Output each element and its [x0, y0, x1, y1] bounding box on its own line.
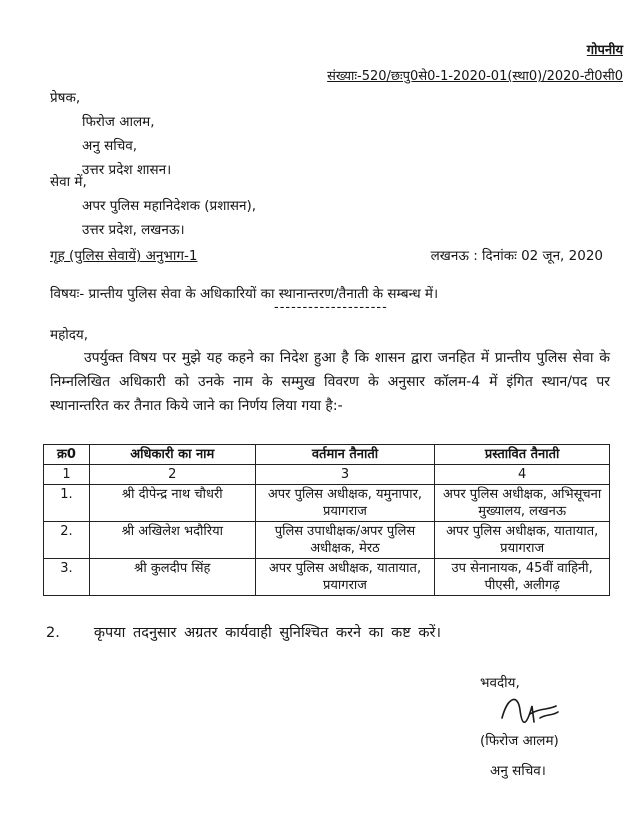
sender-office: उत्तर प्रदेश शासन।: [82, 162, 172, 178]
column-number: 4: [435, 465, 610, 485]
subject-separator: --------------------: [274, 300, 388, 315]
row-current-posting: अपर पुलिस अधीक्षक, यमुनापार, प्रयागराज: [255, 485, 435, 522]
recipient-label: सेवा में,: [50, 174, 87, 190]
table-row: [44, 522, 610, 559]
sender-name: फिरोज आलम,: [82, 114, 155, 130]
paragraph-1-text: उपर्युक्त विषय पर मुझे यह कहने का निदेश हुआ है कि शासन द्वारा जनहित में प्रान्तीय पुलिस सेवा के निम्नलिखित अधिकारी को उनके नाम के सम्मुख विवरण के अनुसार कॉलम-4 में इंगित स्थान/पद पर स्थानान्तरित कर तैनात किये जाने का निर्णय लिया गया है:-: [50, 350, 610, 414]
body-paragraph-1: [50, 346, 610, 418]
recipient-location: उत्तर प्रदेश, लखनऊ।: [82, 222, 185, 238]
table-row: [44, 485, 610, 522]
header-serial: क्र0: [44, 445, 90, 465]
signatory-name: (फिरोज आलम): [480, 733, 559, 749]
row-officer-name: श्री दीपेन्द्र नाथ चौधरी: [89, 485, 255, 522]
subject-line: विषयः- प्रान्तीय पुलिस सेवा के अधिकारियों का स्थानान्तरण/तैनाती के सम्बन्ध में।: [50, 286, 439, 302]
signatory-designation: अनु सचिव।: [490, 763, 546, 779]
valediction: भवदीय,: [480, 675, 520, 691]
column-number: 3: [255, 465, 435, 485]
row-proposed-posting: उप सेनानायक, 45वीं वाहिनी, पीएसी, अलीगढ़: [435, 559, 610, 596]
reference-number: संख्याः-520/छःपु0से0-1-2020-01(स्था0)/2020-टी0सी0: [327, 69, 623, 84]
paragraph-2-text: कृपया तदनुसार अग्रतर कार्यवाही सुनिश्चित करने का कष्ट करें।: [93, 625, 441, 641]
row-serial: 1.: [44, 485, 90, 522]
row-current-posting: अपर पुलिस अधीक्षक, यातायात, प्रयागराज: [255, 559, 435, 596]
row-serial: 3.: [44, 559, 90, 596]
row-officer-name: श्री अखिलेश भदौरिया: [89, 522, 255, 559]
row-officer-name: श्री कुलदीप सिंह: [89, 559, 255, 596]
recipient-designation: अपर पुलिस महानिदेशक (प्रशासन),: [82, 198, 257, 214]
column-number: 1: [44, 465, 90, 485]
letter-date: लखनऊ : दिनांकः 02 जून, 2020: [430, 248, 603, 264]
table-row: [44, 559, 610, 596]
transfer-table: [43, 444, 610, 596]
sender-designation: अनु सचिव,: [82, 138, 138, 154]
classification-label: गोपनीय: [586, 43, 623, 58]
recipient-block: [50, 170, 256, 242]
paragraph-2-number: 2.: [46, 625, 60, 641]
section-name: गृह (पुलिस सेवायें) अनुभाग-1: [50, 248, 198, 264]
sender-label: प्रेषक,: [50, 90, 81, 106]
row-proposed-posting: अपर पुलिस अधीक्षक, यातायात, प्रयागराज: [435, 522, 610, 559]
row-proposed-posting: अपर पुलिस अधीक्षक, अभिसूचना मुख्यालय, लखनऊ: [435, 485, 610, 522]
header-current-posting: वर्तमान तैनाती: [255, 445, 435, 465]
table-header-row: [44, 445, 610, 465]
row-serial: 2.: [44, 522, 90, 559]
column-number: 2: [89, 465, 255, 485]
sender-block: [50, 86, 171, 182]
salutation: महोदय,: [50, 327, 89, 343]
signature-block: [480, 668, 559, 786]
row-current-posting: पुलिस उपाधीक्षक/अपर पुलिस अधीक्षक, मेरठ: [255, 522, 435, 559]
table-column-number-row: [44, 465, 610, 485]
header-proposed-posting: प्रस्तावित तैनाती: [435, 445, 610, 465]
header-officer-name: अधिकारी का नाम: [89, 445, 255, 465]
body-paragraph-2: [46, 622, 441, 642]
